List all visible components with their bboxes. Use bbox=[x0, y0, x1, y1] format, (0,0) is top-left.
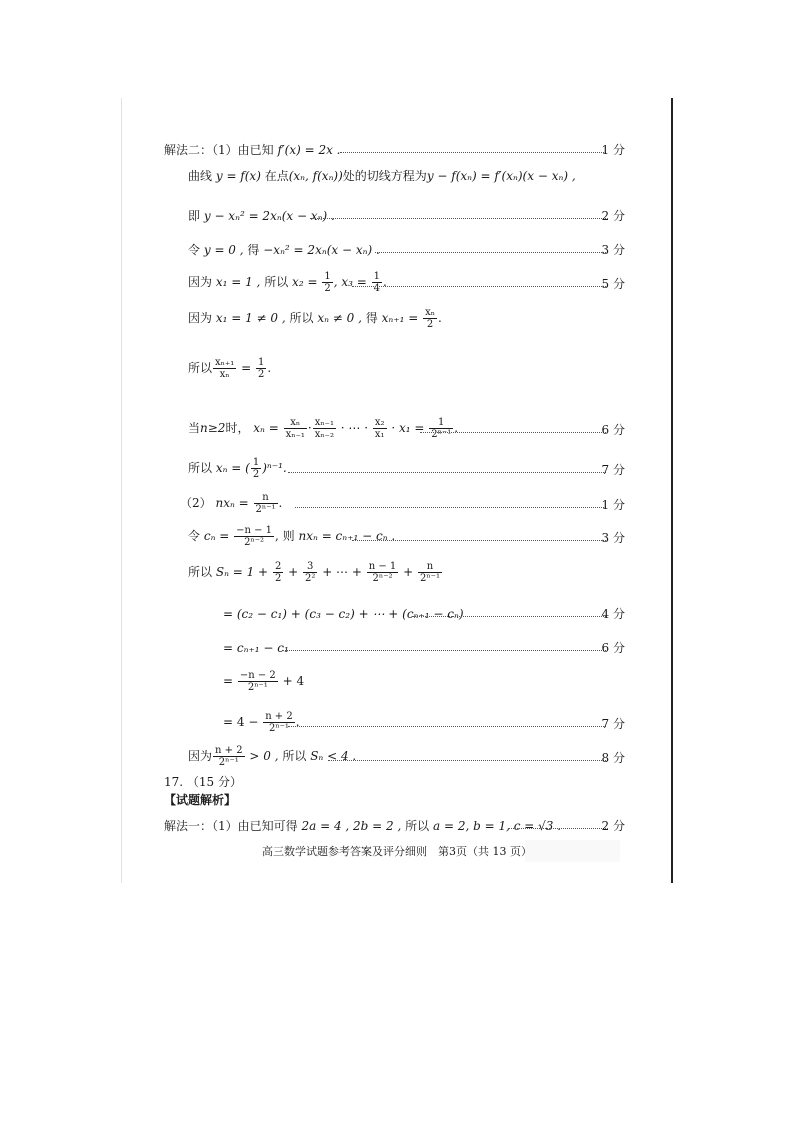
step-text: 所以 bbox=[188, 461, 213, 475]
formula: y = f(x) bbox=[215, 169, 261, 183]
step-text: 所以 bbox=[188, 565, 213, 579]
step-text: 因为 bbox=[188, 311, 213, 325]
step-text: 所以 bbox=[289, 311, 314, 325]
step-text: 所以 bbox=[282, 749, 307, 763]
fraction: $\frac{1}{\text{2ⁿ⁻¹}}$ bbox=[431, 417, 452, 440]
formula: Sₙ = 1 + bbox=[215, 565, 272, 579]
formula: xₙ = bbox=[253, 421, 283, 435]
step-text: 曲线 bbox=[188, 169, 213, 183]
fraction: $\frac{-n - 2}{\text{2ⁿ⁻¹}}$ bbox=[239, 670, 276, 693]
score-label: 6 分 bbox=[601, 423, 625, 437]
step-text: 因为 bbox=[188, 275, 213, 289]
step-text: 所以 bbox=[264, 275, 289, 289]
score-label: 2 分 bbox=[601, 209, 625, 223]
score-label: 7 分 bbox=[601, 463, 625, 477]
step-text: 得 bbox=[365, 311, 378, 325]
score-label: 8 分 bbox=[601, 751, 625, 765]
step-text: 在点 bbox=[264, 169, 289, 183]
fraction: $\frac{n + 2}{\text{2ⁿ⁻¹}}$ bbox=[265, 711, 293, 734]
fraction: $\frac{1}{4}$ bbox=[373, 271, 380, 294]
step-label: 解法二：（1）由已知 bbox=[164, 143, 274, 157]
left-margin-line bbox=[121, 98, 122, 883]
formula: (xₙ, f(xₙ)) bbox=[288, 169, 343, 183]
dot-leader bbox=[412, 616, 606, 617]
formula: y − xₙ² = 2xₙ(x − xₙ) . bbox=[203, 209, 335, 223]
fraction: $\frac{1}{2}$ bbox=[324, 271, 331, 294]
dot-leader bbox=[352, 286, 606, 287]
step-text: 即 bbox=[188, 209, 201, 223]
fraction: $\frac{\text{xₙ}}{2}$ bbox=[425, 307, 436, 330]
step-text: 时， bbox=[225, 421, 250, 435]
score-label: 2 分 bbox=[601, 819, 625, 833]
fraction: $\frac{\text{x₂}}{\text{x₁}}$ bbox=[374, 417, 385, 440]
step-label: 解法一：（1）由已知可得 bbox=[164, 819, 298, 833]
step-text: 当 bbox=[188, 421, 201, 435]
score-label: 4 分 bbox=[601, 607, 625, 621]
formula: xₙ₊₁ = bbox=[381, 311, 423, 325]
fraction: $\frac{\text{xₙ}}{\text{xₙ₋₁}}$ bbox=[285, 417, 305, 440]
score-label: 3 分 bbox=[601, 531, 625, 545]
formula: = (c₂ − c₁) + (c₃ − c₂) + ⋯ + (cₙ₊₁ − cₙ) bbox=[223, 607, 464, 621]
dot-leader bbox=[508, 828, 606, 829]
step-text: 所以 bbox=[188, 361, 213, 375]
formula: Sₙ < 4 . bbox=[310, 749, 357, 763]
fraction: $\frac{n - 1}{\text{2ⁿ⁻²}}$ bbox=[368, 561, 397, 584]
formula: xₙ = ( bbox=[215, 461, 250, 475]
score-label: 1 分 bbox=[601, 143, 625, 157]
score-label: 5 分 bbox=[601, 277, 625, 291]
formula: 2b = 2 , bbox=[353, 819, 402, 833]
formula: = cₙ₊₁ − c₁ bbox=[223, 641, 289, 655]
formula: n≥2 bbox=[200, 421, 226, 435]
formula: y = 0 , bbox=[203, 243, 244, 257]
step-label: （2） bbox=[180, 496, 212, 510]
formula: y − f(xₙ) = f′(xₙ)(x − xₙ) , bbox=[426, 169, 576, 183]
fraction: $\frac{3}{\text{2²}}$ bbox=[305, 561, 316, 584]
fraction: $\frac{n + 2}{\text{2ⁿ⁻¹}}$ bbox=[215, 745, 243, 768]
formula: nxₙ = bbox=[215, 496, 253, 510]
formula: cₙ = bbox=[203, 529, 234, 543]
formula: x₂ = bbox=[292, 275, 322, 289]
formula: , x₃ = bbox=[333, 275, 371, 289]
dot-leader bbox=[288, 472, 606, 473]
formula: nxₙ = cₙ₊₁ − cₙ . bbox=[298, 529, 396, 543]
step-text: 所以 bbox=[405, 819, 430, 833]
dot-leader bbox=[310, 218, 606, 219]
formula: a = 2, b = 1, c = √3 . bbox=[432, 819, 562, 833]
right-margin-line bbox=[671, 98, 673, 883]
fraction: $\frac{\text{xₙ₊₁}}{\text{xₙ}}$ bbox=[215, 357, 235, 380]
fraction: $\frac{1}{2}$ bbox=[257, 357, 265, 380]
dot-leader bbox=[282, 650, 606, 651]
fraction: $\frac{n}{\text{2ⁿ⁻¹}}$ bbox=[419, 561, 440, 584]
dot-leader bbox=[295, 507, 606, 508]
score-label: 6 分 bbox=[601, 641, 625, 655]
fraction: $\frac{\text{xₙ₋₁}}{\text{xₙ₋₂}}$ bbox=[314, 417, 334, 440]
dot-leader bbox=[420, 432, 606, 433]
step-text: 得 bbox=[247, 243, 260, 257]
fraction: $\frac{1}{2}$ bbox=[252, 457, 260, 480]
fraction: $\frac{2}{2}$ bbox=[274, 561, 282, 584]
dot-leader bbox=[375, 252, 606, 253]
formula: 2a = 4 , bbox=[301, 819, 350, 833]
fraction: $\frac{-n - 1}{\text{2ⁿ⁻²}}$ bbox=[236, 525, 273, 548]
step-text: 令 bbox=[188, 243, 201, 257]
page-footer: 高三数学试题参考答案及评分细则 第3页（共 13 页） bbox=[262, 845, 532, 858]
formula: > 0 , bbox=[245, 749, 279, 763]
formula: f′(x) = 2x . bbox=[277, 143, 341, 157]
step-text: 因为 bbox=[188, 749, 213, 763]
answer-sheet-page: 解法二：（1）由已知 f′(x) = 2x . 1 分 曲线 y = f(x) 在点(xₙ, f(xₙ))处的切线方程为y − f(xₙ) = f′(xₙ)(x − xₙ) , 即 y − xₙ² = 2xₙ(x − xₙ) . 2 分 令 y = 0 , 得 −xₙ² = 2xₙ(x − xₙ) . 3 分 因为 x₁ = 1 , 所以 x₂ = $\frac{1}{2}$ , x₃ = $\frac{1}{4}$ . 5 分 因为 x₁ = 1 ≠ 0 , 所以 xₙ ≠ 0 , 得 xₙ₊₁ = $\frac{\text{xₙ}}{2}$ . 所以 $\frac{\text{xₙ₊₁}}{\text{xₙ}}$ = $\frac{1}{2}$ . 当n≥2时， xₙ = $\frac{\text{xₙ}}{\text{xₙ₋₁}}$ · $\frac{\text{xₙ₋₁}}{\text{xₙ₋₂}}$ · ⋯ · $\frac{\text{x₂}}{\text{x₁}}$ · x₁ = $\frac{1}{\text{2ⁿ⁻¹}}$ . 6 分 所以 xₙ = ( $\frac{1}{2}$ )ⁿ⁻¹. 7 分 （2） nxₙ = $\frac{n}{\text{2ⁿ⁻¹}}$ . 1 分 令 cₙ = $\frac{-n - 1}{\text{2ⁿ⁻²}}$ , 则 nxₙ = cₙ₊₁ − cₙ . 3 分 所以 Sₙ = 1 + $\frac{2}{2}$ + $\frac{3}{\text{2²}}$ + ⋯ + $\frac{n - 1}{\text{2ⁿ⁻²}}$ + $\frac{n}{\text{2ⁿ⁻¹}}$ = (c₂ − c₁) + (c₃ − c₂) + ⋯ + (cₙ₊₁ − cₙ) 4 分 = cₙ₊₁ − c₁ 6 分 = $\frac{-n - 2}{\text{2ⁿ⁻¹}}$ + 4 = 4 − $\frac{n + 2}{\text{2ⁿ⁻¹}}$ . 7 分 因为 $\frac{n + 2}{\text{2ⁿ⁻¹}}$ > 0 , 所以 Sₙ < 4 . 8 分 17. （15 分） 【试题解析】 解法一：（1）由已知可得 2a = 4 , 2b = 2 , 所以 a = 2, b = 1, c = √3 . 2 分 高三数学试题参考答案及评分细则 第3页（共 13 页） bbox=[0, 0, 794, 1123]
dot-leader bbox=[328, 760, 606, 761]
fraction: $\frac{n}{\text{2ⁿ⁻¹}}$ bbox=[255, 492, 276, 515]
dot-leader bbox=[288, 726, 606, 727]
score-label: 3 分 bbox=[601, 243, 625, 257]
step-text: 令 bbox=[188, 529, 201, 543]
dot-leader bbox=[352, 540, 606, 541]
formula: x₁ = 1 ≠ 0 , bbox=[215, 311, 286, 325]
score-label: 1 分 bbox=[601, 498, 625, 512]
step-text: 处的切线方程为 bbox=[342, 169, 427, 183]
dot-leader bbox=[340, 152, 606, 153]
score-label: 7 分 bbox=[601, 717, 625, 731]
formula: xₙ ≠ 0 , bbox=[317, 311, 362, 325]
formula: −xₙ² = 2xₙ(x − xₙ) . bbox=[263, 243, 380, 257]
formula: x₁ = 1 , bbox=[215, 275, 261, 289]
